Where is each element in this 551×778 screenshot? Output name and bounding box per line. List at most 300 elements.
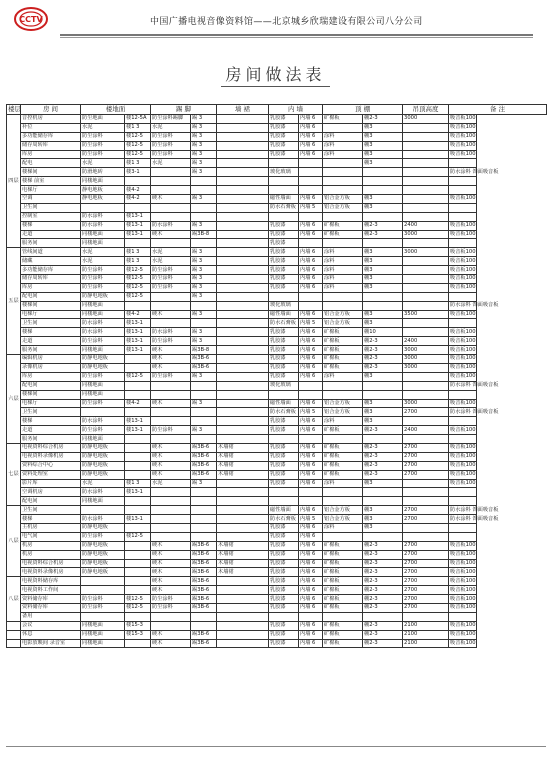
table-cell: 防静电地板: [81, 363, 125, 372]
table-cell: 踢 3: [191, 283, 217, 292]
table-cell: 吸音板100: [450, 115, 476, 122]
footer-row: [7, 639, 547, 648]
table-cell: 同楼地面: [81, 310, 125, 319]
table-cell: [217, 408, 269, 417]
table-cell: [217, 221, 269, 230]
table-cell: 楼12-5: [125, 132, 151, 141]
table-cell: 影片库: [21, 479, 81, 488]
table-cell: [449, 532, 477, 541]
table-cell: 硬木: [151, 363, 191, 372]
table-cell: 资料储存库: [21, 603, 81, 612]
table-cell: 防静电地板: [81, 470, 125, 479]
table-row: [7, 568, 547, 577]
table-cell: 踢3B-6: [191, 586, 217, 595]
table-cell: 踢3B-6: [191, 568, 217, 577]
table-cell: 水泥: [81, 248, 125, 257]
table-cell: 水泥: [151, 123, 191, 132]
table-cell: 踢 3: [191, 141, 217, 150]
table-cell: [363, 381, 403, 390]
table-cell: 电视资料录像机房: [21, 568, 81, 577]
table-cell: 乳胶漆: [269, 230, 299, 239]
table-row: [7, 283, 547, 292]
table-cell: 玻化玻璃: [269, 168, 299, 177]
table-cell: 踢3B-6: [191, 630, 217, 639]
table-cell: 乳胶漆: [269, 283, 299, 292]
table-cell: [125, 639, 151, 648]
table-cell: 楼4-2: [125, 399, 151, 408]
table-row: [7, 301, 547, 310]
table-cell: 内墙 6: [299, 568, 323, 577]
table-cell: 防尘涂料: [81, 132, 125, 141]
table-cell: [151, 612, 191, 621]
table-cell: 楼12-5: [125, 595, 151, 604]
table-cell: [363, 292, 403, 301]
table-cell: [217, 488, 269, 497]
table-cell: [217, 283, 269, 292]
table-cell: [151, 497, 191, 506]
table-cell: 踢3B-6: [191, 470, 217, 479]
table-cell: 吸音板100: [450, 577, 476, 584]
column-header-ceiling: 顶 棚: [323, 105, 403, 115]
table-cell: 涂料: [323, 150, 363, 159]
table-cell: [217, 292, 269, 301]
table-cell: 防尘涂料: [81, 266, 125, 275]
table-cell: 同楼地面: [81, 230, 125, 239]
table-cell: [403, 301, 449, 310]
table-cell: 木墙裙: [217, 568, 269, 577]
table-cell: 矿棉板: [323, 568, 363, 577]
table-cell: 管线间道: [21, 248, 81, 257]
table-cell: 棚2-3: [363, 426, 403, 435]
table-cell: 内墙 6: [299, 506, 323, 515]
table-cell: [217, 186, 269, 195]
table-cell: 铝合金方板: [323, 515, 363, 524]
table-cell: 储存周转库: [21, 275, 81, 284]
table-cell: 库房: [21, 150, 81, 159]
table-cell: [323, 301, 363, 310]
table-cell: 机房: [21, 541, 81, 550]
table-cell: 同楼地面: [81, 639, 125, 648]
table-cell: 内墙 6: [299, 399, 323, 408]
table-cell: 乳胶漆: [269, 639, 299, 648]
table-cell: 棚2-3: [363, 443, 403, 452]
table-cell: 踢 3: [191, 426, 217, 435]
table-cell: 防静电地板: [81, 523, 125, 532]
table-cell: 矿棉板: [323, 363, 363, 372]
table-cell: 防静电地板: [81, 568, 125, 577]
table-cell: 踢3B-6: [191, 559, 217, 568]
table-cell: 电视资料工作间: [21, 586, 81, 595]
table-cell: [449, 159, 477, 168]
table-cell: 棚3: [363, 506, 403, 515]
table-cell: 休息: [21, 630, 81, 639]
table-cell: 涂料: [323, 266, 363, 275]
table-cell: [125, 177, 151, 186]
table-cell: 铝合金方板: [323, 310, 363, 319]
table-cell: [403, 497, 449, 506]
table-cell: [217, 603, 269, 612]
table-cell: [403, 212, 449, 221]
table-row: [7, 328, 547, 337]
table-cell: [217, 399, 269, 408]
table-cell: 内墙 6: [299, 355, 323, 364]
table-cell: [323, 488, 363, 497]
table-row: [7, 159, 547, 168]
table-cell: 防尘涂料: [81, 283, 125, 292]
table-cell: [217, 612, 269, 621]
table-cell: 矿棉板: [323, 559, 363, 568]
table-cell: 吸音板100: [450, 373, 476, 380]
table-row: [7, 195, 547, 204]
table-cell: 楼13-1: [125, 328, 151, 337]
table-cell: 铝合金方板: [323, 408, 363, 417]
table-cell: [151, 390, 191, 399]
column-header-remarks: 备 注: [449, 105, 547, 115]
table-cell: 矿棉板: [323, 328, 363, 337]
table-cell: 防水涂料: [81, 212, 125, 221]
table-cell: 卫生间: [21, 319, 81, 328]
table-cell: 木墙裙: [217, 541, 269, 550]
table-cell: 内墙 5: [299, 203, 323, 212]
table-cell: [299, 497, 323, 506]
table-cell: 楼12-5: [125, 141, 151, 150]
table-cell: [217, 346, 269, 355]
table-cell: [217, 595, 269, 604]
table-cell: [191, 532, 217, 541]
table-cell: 楼4-2: [125, 310, 151, 319]
table-cell: [191, 621, 217, 630]
table-cell: 多功能储存库: [21, 266, 81, 275]
table-cell: [217, 132, 269, 141]
table-cell: 棚3: [363, 399, 403, 408]
table-cell: [191, 301, 217, 310]
table-cell: 内墙 6: [299, 195, 323, 204]
table-cell: [217, 195, 269, 204]
table-cell: 防水涂料: [81, 221, 125, 230]
table-cell: 棚2-3: [363, 355, 403, 364]
table-cell: 棚3: [363, 203, 403, 212]
table-cell: [151, 408, 191, 417]
table-cell: 防尘涂料: [151, 141, 191, 150]
table-cell: 吸音板100: [450, 595, 476, 602]
table-cell: 铝合金方板: [323, 399, 363, 408]
table-cell: [403, 532, 449, 541]
table-cell: 水泥: [151, 248, 191, 257]
table-cell: 踢 3: [191, 123, 217, 132]
table-cell: [403, 168, 449, 177]
table-row: [7, 310, 547, 319]
table-cell: 踢 3: [191, 159, 217, 168]
table-cell: [269, 177, 299, 186]
table-cell: 铝合金方板: [323, 203, 363, 212]
table-cell: 2700: [403, 541, 449, 550]
floor-label: 八层: [7, 577, 21, 621]
table-cell: 乳胶漆: [269, 461, 299, 470]
document-title: 房间做法表: [0, 62, 551, 85]
table-cell: 电视资料综合机房: [21, 559, 81, 568]
table-cell: 2700: [403, 515, 449, 524]
table-cell: 踢 3: [191, 248, 217, 257]
table-cell: [449, 435, 477, 444]
table-cell: [125, 381, 151, 390]
table-cell: [191, 186, 217, 195]
table-cell: 补位: [21, 123, 81, 132]
table-cell: [7, 630, 21, 639]
table-cell: 乳胶漆: [269, 328, 299, 337]
table-cell: 配电间: [21, 381, 81, 390]
table-cell: 内墙 6: [299, 328, 323, 337]
table-cell: 同楼地面: [81, 381, 125, 390]
table-cell: 吸音板100: [450, 462, 476, 469]
table-cell: [269, 159, 299, 168]
table-cell: 楼13-1: [125, 319, 151, 328]
table-cell: [125, 550, 151, 559]
table-cell: [323, 532, 363, 541]
table-cell: 楼13-1: [125, 488, 151, 497]
table-cell: 硬木: [151, 443, 191, 452]
table-cell: 内墙 6: [299, 443, 323, 452]
table-cell: 3000: [403, 346, 449, 355]
table-cell: 同楼地面: [81, 630, 125, 639]
table-cell: [299, 390, 323, 399]
table-cell: [403, 390, 449, 399]
table-cell: [449, 488, 477, 497]
table-cell: [217, 390, 269, 399]
table-cell: 防静电地板: [81, 355, 125, 364]
table-cell: 乳胶漆: [269, 123, 299, 132]
table-cell: 踢 3: [191, 479, 217, 488]
table-cell: 棚2-3: [363, 230, 403, 239]
table-cell: [323, 168, 363, 177]
table-cell: 矿棉板: [323, 577, 363, 586]
table-cell: 乳胶漆: [269, 452, 299, 461]
table-row: [7, 577, 547, 586]
table-cell: [403, 328, 449, 337]
table-cell: [323, 159, 363, 168]
table-cell: 乳胶漆: [269, 257, 299, 266]
table-cell: [217, 212, 269, 221]
table-cell: 踢3B-6: [191, 550, 217, 559]
table-cell: 楼1 3: [125, 123, 151, 132]
table-cell: 内墙 6: [299, 586, 323, 595]
table-cell: 乳胶漆: [269, 115, 299, 124]
table-cell: 内墙 6: [299, 257, 323, 266]
floor-label: 四层: [7, 115, 21, 248]
table-cell: 踢3B-6: [191, 639, 217, 648]
table-row: [7, 221, 547, 230]
table-cell: 硬木: [151, 452, 191, 461]
table-cell: 空调机房: [21, 488, 81, 497]
table-cell: [125, 452, 151, 461]
table-cell: 静电地板: [81, 186, 125, 195]
header-title: 中国广播电视音像资料馆——北京城乡欣瑞建设有限公司八分公司: [150, 17, 423, 27]
table-cell: 防尘涂料: [81, 150, 125, 159]
table-row: [7, 292, 547, 301]
table-cell: 棚3: [363, 248, 403, 257]
table-cell: [125, 497, 151, 506]
table-cell: 吸音板100: [450, 426, 476, 433]
table-cell: [81, 577, 125, 586]
table-cell: 矿棉板: [323, 443, 363, 452]
table-cell: [269, 612, 299, 621]
table-row: [7, 515, 547, 524]
table-cell: 同楼地面: [81, 390, 125, 399]
table-cell: 吸音板100: [450, 639, 476, 646]
table-cell: 乳胶漆: [269, 559, 299, 568]
table-cell: [151, 212, 191, 221]
table-cell: 磁性墙面: [269, 399, 299, 408]
table-cell: 乳胶漆: [269, 621, 299, 630]
table-cell: 乳胶漆: [269, 372, 299, 381]
table-cell: 乳胶漆: [269, 337, 299, 346]
table-cell: 踢 3: [191, 310, 217, 319]
table-cell: [323, 612, 363, 621]
table-cell: 棚2-3: [363, 541, 403, 550]
table-row: [7, 603, 547, 612]
column-header-inner-wall: 内 墙: [269, 105, 323, 115]
table-cell: [81, 408, 125, 417]
table-cell: [299, 168, 323, 177]
table-cell: 服务间: [21, 435, 81, 444]
table-cell: [125, 461, 151, 470]
table-cell: [449, 390, 477, 399]
table-cell: 楼梯间: [21, 301, 81, 310]
table-cell: 电梯厅: [21, 186, 81, 195]
table-row: [7, 461, 547, 470]
table-cell: 吸音板100: [450, 444, 476, 451]
table-cell: [217, 639, 269, 648]
table-cell: 硬木: [151, 577, 191, 586]
table-cell: [191, 239, 217, 248]
table-cell: 内墙 6: [299, 337, 323, 346]
table-cell: 铝合金方板: [323, 195, 363, 204]
table-cell: 涂料: [323, 523, 363, 532]
table-cell: 配电间: [21, 497, 81, 506]
table-row: [7, 408, 547, 417]
table-cell: 电梯厅: [21, 399, 81, 408]
table-cell: 防水涂料: [81, 488, 125, 497]
table-cell: 楼1 3: [125, 479, 151, 488]
table-cell: 防水涂料: [151, 221, 191, 230]
table-cell: [403, 319, 449, 328]
table-cell: [217, 141, 269, 150]
table-cell: 3000: [403, 115, 449, 124]
table-cell: 2700: [403, 550, 449, 559]
table-cell: 踢3B-6: [191, 363, 217, 372]
table-cell: 木墙裙: [217, 452, 269, 461]
table-cell: [363, 497, 403, 506]
table-cell: 楼梯间: [21, 390, 81, 399]
table-cell: 内墙 6: [299, 426, 323, 435]
table-cell: 玻化玻璃: [269, 381, 299, 390]
table-cell: 涂料: [323, 372, 363, 381]
table-row: [7, 266, 547, 275]
table-cell: 楼13-1: [125, 337, 151, 346]
table-cell: [449, 319, 477, 328]
table-cell: 防水涂料 饰面吸音板: [450, 168, 499, 175]
header-rule-thin: [60, 37, 533, 38]
table-cell: 踢3B-8: [191, 346, 217, 355]
table-cell: 踢 3: [191, 266, 217, 275]
table-cell: 棚3: [363, 275, 403, 284]
table-cell: [299, 159, 323, 168]
table-cell: 吸音板100: [450, 479, 476, 486]
table-cell: [449, 203, 477, 212]
table-cell: 防尘涂料: [151, 372, 191, 381]
table-cell: [125, 586, 151, 595]
table-row: [7, 337, 547, 346]
table-cell: [449, 612, 477, 621]
table-cell: 矿棉板: [323, 595, 363, 604]
table-cell: 踢3B-6: [191, 595, 217, 604]
table-cell: 棚3: [363, 523, 403, 532]
table-cell: 防滑地砖: [81, 168, 125, 177]
table-cell: 电梯厅: [21, 310, 81, 319]
table-cell: 储存周转库: [21, 141, 81, 150]
table-cell: 棚3: [363, 310, 403, 319]
table-cell: 棚3: [363, 266, 403, 275]
table-cell: 棚3: [363, 195, 403, 204]
table-cell: 楼12-5: [125, 532, 151, 541]
table-cell: 矿棉板: [323, 541, 363, 550]
table-cell: [363, 390, 403, 399]
table-cell: 乳胶漆: [269, 266, 299, 275]
table-cell: 楼梯 前室: [21, 177, 81, 186]
table-cell: 电视资料储存库: [21, 577, 81, 586]
table-cell: [217, 532, 269, 541]
table-row: [7, 595, 547, 604]
table-cell: 硬木: [151, 630, 191, 639]
table-cell: [217, 275, 269, 284]
table-cell: [191, 497, 217, 506]
table-cell: 2700: [403, 461, 449, 470]
table-cell: 磁性墙面: [269, 506, 299, 515]
table-cell: 资料综合中心: [21, 461, 81, 470]
table-row: [7, 586, 547, 595]
table-cell: [151, 319, 191, 328]
table-cell: 防尘涂料: [151, 150, 191, 159]
table-cell: 吸音板100: [450, 248, 476, 255]
table-cell: [269, 435, 299, 444]
table-cell: [403, 159, 449, 168]
column-header-dado: 墙 裙: [217, 105, 269, 115]
table-cell: 防尘涂料踢脚: [151, 115, 191, 124]
table-cell: 踢 3: [191, 292, 217, 301]
table-cell: 棚2-3: [363, 470, 403, 479]
table-cell: 楼13-1: [125, 515, 151, 524]
table-cell: [151, 621, 191, 630]
table-cell: [217, 301, 269, 310]
table-cell: 踢 3: [191, 195, 217, 204]
table-cell: 踢3B-6: [191, 443, 217, 452]
table-cell: [299, 177, 323, 186]
table-cell: 内墙 6: [299, 523, 323, 532]
table-cell: 棚3: [363, 159, 403, 168]
table-cell: 吸音板100: [450, 195, 476, 202]
table-cell: 防水涂料 饰面吸音板: [450, 302, 499, 309]
table-cell: [217, 257, 269, 266]
table-cell: [217, 381, 269, 390]
table-row: [7, 230, 547, 239]
table-cell: [403, 141, 449, 150]
table-cell: [323, 292, 363, 301]
table-cell: 楼12-5: [125, 150, 151, 159]
table-cell: 吸音板100: [450, 471, 476, 478]
table-cell: 内墙 6: [299, 141, 323, 150]
table-cell: [125, 390, 151, 399]
table-cell: 走道: [21, 230, 81, 239]
column-header-room: 房 间: [21, 105, 81, 115]
